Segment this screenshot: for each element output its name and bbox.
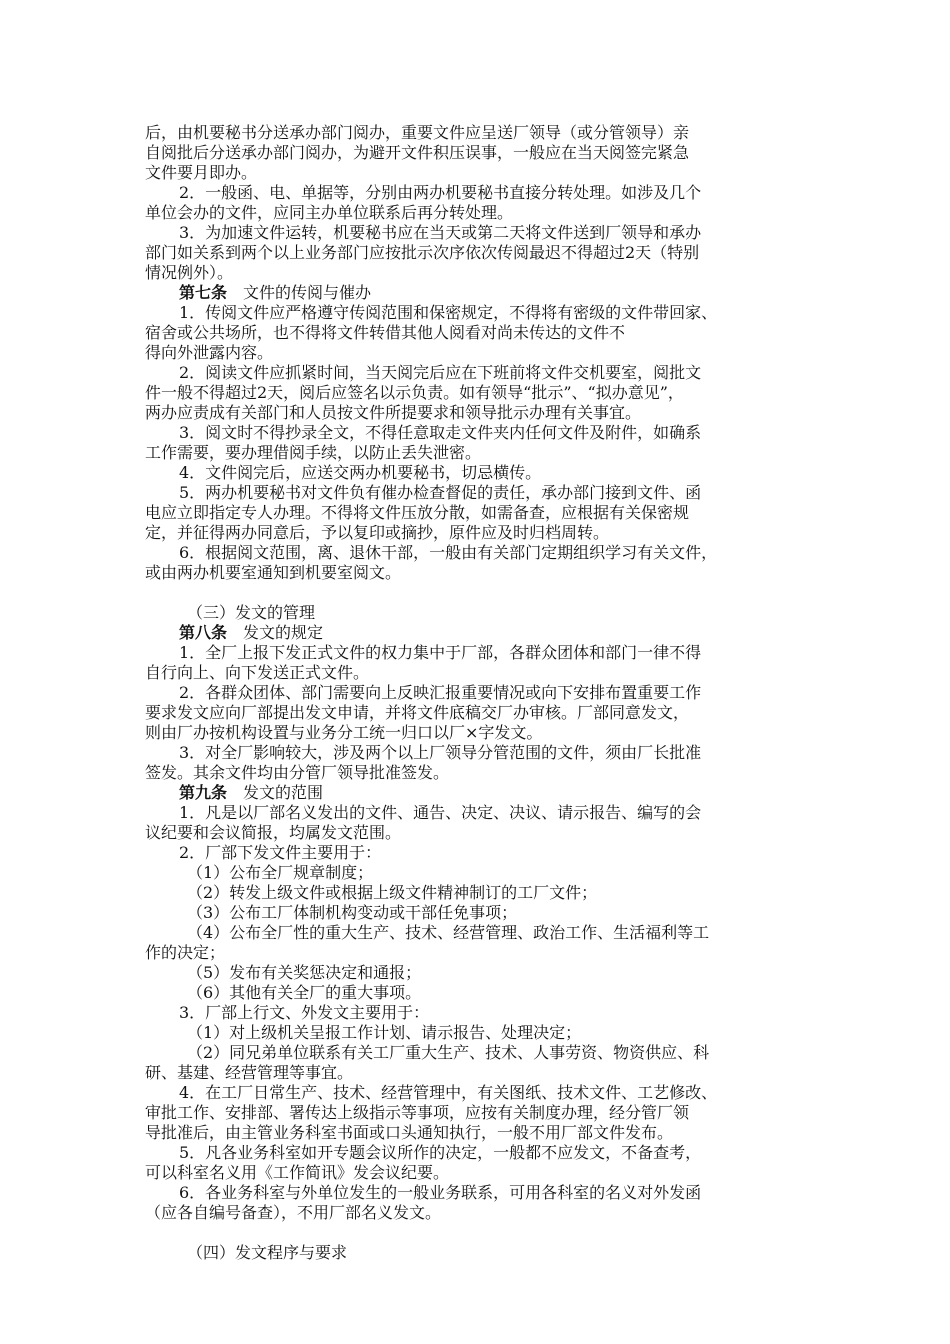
text-line <box>145 723 810 743</box>
text-line <box>145 1023 810 1043</box>
line-text: 或由两办机要室通知到机要室阅文。 <box>145 563 402 582</box>
line-text: （6）其他有关全厂的重大事项。 <box>187 983 422 1002</box>
line-text: 3．阅文时不得抄录全文，不得任意取走文件夹内任何文件及附件，如确系 <box>179 423 702 442</box>
line-text: 研、基建、经营管理等事宜。 <box>145 1063 354 1082</box>
line-text: 1．凡是以厂部名义发出的文件、通告、决定、决议、请示报告、编写的会 <box>179 803 702 822</box>
article-number: 第八条 <box>179 623 228 642</box>
line-text: （2）同兄弟单位联系有关工厂重大生产、技术、人事劳资、物资供应、科 <box>187 1043 710 1062</box>
article-title: 发文的规定 <box>227 623 324 642</box>
line-text: 件一般不得超过2天，阅后应签名以示负责。如有领导“批示”、“拟办意见”， <box>145 383 684 402</box>
text-line <box>145 163 810 183</box>
line-text: 2．各群众团体、部门需要向上反映汇报重要情况或向下安排布置重要工作 <box>179 683 702 702</box>
line-text: 6．根据阅文范围，离、退休干部，一般由有关部门定期组织学习有关文件， <box>179 543 718 562</box>
line-text: 单位会办的文件，应同主办单位联系后再分转处理。 <box>145 203 514 222</box>
text-line <box>145 923 810 943</box>
text-line <box>145 243 810 263</box>
line-text: （4）公布全厂性的重大生产、技术、经营管理、政治工作、生活福利等工 <box>187 923 710 942</box>
text-line <box>145 943 810 963</box>
text-line <box>145 563 810 583</box>
line-text: 2．一般函、电、单据等，分别由两办机要秘书直接分转处理。如涉及几个 <box>179 183 702 202</box>
line-text: 两办应责成有关部门和人员按文件所提要求和领导批示办理有关事宜。 <box>145 403 642 422</box>
line-text: （5）发布有关奖惩决定和通报； <box>187 963 422 982</box>
text-line <box>145 403 810 423</box>
line-text: 1．全厂上报下发正式文件的权力集中于厂部，各群众团体和部门一律不得 <box>179 643 702 662</box>
text-line <box>145 1083 810 1103</box>
line-text: 4．文件阅完后，应送交两办机要秘书，切忌横传。 <box>179 463 542 482</box>
line-text: 后，由机要秘书分送承办部门阅办，重要文件应呈送厂领导（或分管领导）亲 <box>145 123 690 142</box>
article-title: 发文的范围 <box>227 783 324 802</box>
text-line <box>145 903 810 923</box>
text-line <box>145 223 810 243</box>
text-line <box>145 663 810 683</box>
line-text: （四）发文程序与要求 <box>187 1243 348 1262</box>
text-line <box>145 1163 810 1183</box>
line-text: 审批工作、安排部、署传达上级指示等事项，应按有关制度办理，经分管厂领 <box>145 1103 690 1122</box>
line-text: 作的决定； <box>145 943 226 962</box>
text-line <box>145 443 810 463</box>
line-text: 部门如关系到两个以上业务部门应按批示次序依次传阅最迟不得超过2天（特别 <box>145 243 700 262</box>
document-body <box>145 123 810 1263</box>
text-line <box>145 863 810 883</box>
line-text: （1）公布全厂规章制度； <box>187 863 374 882</box>
text-line <box>145 983 810 1003</box>
text-line <box>145 303 810 323</box>
text-line <box>145 343 810 363</box>
line-text: 工作需要，要办理借阅手续，以防止丢失泄密。 <box>145 443 482 462</box>
line-text: 1．传阅文件应严格遵守传阅范围和保密规定，不得将有密级的文件带回家、 <box>179 303 718 322</box>
article-title: 文件的传阅与催办 <box>227 283 372 302</box>
text-line <box>145 1103 810 1123</box>
text-line <box>145 803 810 823</box>
text-line <box>145 703 810 723</box>
text-line <box>145 363 810 383</box>
line-text: 3．为加速文件运转，机要秘书应在当天或第二天将文件送到厂领导和承办 <box>179 223 702 242</box>
line-text: 3．厂部上行文、外发文主要用于： <box>179 1003 430 1022</box>
line-text: 3．对全厂影响较大，涉及两个以上厂领导分管范围的文件，须由厂长批准 <box>179 743 702 762</box>
line-text: 可以科室名义用《工作简讯》发会议纪要。 <box>145 1163 450 1182</box>
line-text: 5．两办机要秘书对文件负有催办检查督促的责任，承办部门接到文件、函 <box>179 483 702 502</box>
text-line <box>145 483 810 503</box>
text-line <box>145 143 810 163</box>
text-line <box>145 883 810 903</box>
text-line <box>145 963 810 983</box>
article-number: 第九条 <box>179 783 228 802</box>
text-line <box>145 603 810 623</box>
line-text: 签发。其余文件均由分管厂领导批准签发。 <box>145 763 450 782</box>
text-line <box>145 263 810 283</box>
line-text: 2．阅读文件应抓紧时间，当天阅完后应在下班前将文件交机要室，阅批文 <box>179 363 702 382</box>
paragraph-gap <box>145 1223 810 1243</box>
text-line <box>145 503 810 523</box>
article-heading <box>145 283 810 303</box>
line-text: 4．在工厂日常生产、技术、经营管理中，有关图纸、技术文件、工艺修改、 <box>179 1083 718 1102</box>
text-line <box>145 323 810 343</box>
text-line <box>145 1143 810 1163</box>
line-text: 5．凡各业务科室如开专题会议所作的决定，一般都不应发文，不备查考， <box>179 1143 702 1162</box>
line-text: 自行向上、向下发送正式文件。 <box>145 663 370 682</box>
line-text: （2）转发上级文件或根据上级文件精神制订的工厂文件； <box>187 883 598 902</box>
text-line <box>145 123 810 143</box>
line-text: （1）对上级机关呈报工作计划、请示报告、处理决定； <box>187 1023 582 1042</box>
article-number: 第七条 <box>179 283 228 302</box>
line-text: 宿舍或公共场所，也不得将文件转借其他人阅看对尚未传达的文件不 <box>145 323 626 342</box>
line-text: 自阅批后分送承办部门阅办，为避开文件积压误事，一般应在当天阅签完紧急 <box>145 143 690 162</box>
text-line <box>145 843 810 863</box>
text-line <box>145 1123 810 1143</box>
text-line <box>145 643 810 663</box>
line-text: 6．各业务科室与外单位发生的一般业务联系，可用各科室的名义对外发函 <box>179 1183 702 1202</box>
text-line <box>145 203 810 223</box>
text-line <box>145 1063 810 1083</box>
line-text: （应各自编号备查），不用厂部名义发文。 <box>145 1203 442 1222</box>
text-line <box>145 743 810 763</box>
line-text: 情况例外）。 <box>145 263 234 282</box>
text-line <box>145 1003 810 1023</box>
line-text: 得向外泄露内容。 <box>145 343 274 362</box>
text-line <box>145 183 810 203</box>
text-line <box>145 543 810 563</box>
text-line <box>145 1243 810 1263</box>
line-text: 2．厂部下发文件主要用于： <box>179 843 382 862</box>
line-text: 议纪要和会议简报，均属发文范围。 <box>145 823 402 842</box>
line-text: 则由厂办按机构设置与业务分工统一归口以厂×字发文。 <box>145 723 543 742</box>
article-heading <box>145 783 810 803</box>
line-text: 电应立即指定专人办理。不得将文件压放分散，如需备查，应根据有关保密规 <box>145 503 690 522</box>
text-line <box>145 823 810 843</box>
line-text: 要求发文应向厂部提出发文申请，并将文件底稿交厂办审核。厂部同意发文， <box>145 703 690 722</box>
line-text: （3）公布工厂体制机构变动或干部任免事项； <box>187 903 518 922</box>
paragraph-gap <box>145 583 810 603</box>
text-line <box>145 683 810 703</box>
text-line <box>145 463 810 483</box>
text-line <box>145 523 810 543</box>
text-line <box>145 1043 810 1063</box>
line-text: 导批准后，由主管业务科室书面或口头通知执行，一般不用厂部文件发布。 <box>145 1123 674 1142</box>
text-line <box>145 763 810 783</box>
text-line <box>145 383 810 403</box>
article-heading <box>145 623 810 643</box>
text-line <box>145 1203 810 1223</box>
line-text: 文件要月即办。 <box>145 163 258 182</box>
line-text: （三）发文的管理 <box>187 603 316 622</box>
text-line <box>145 423 810 443</box>
text-line <box>145 1183 810 1203</box>
line-text: 定，并征得两办同意后，予以复印或摘抄，原件应及时归档周转。 <box>145 523 610 542</box>
